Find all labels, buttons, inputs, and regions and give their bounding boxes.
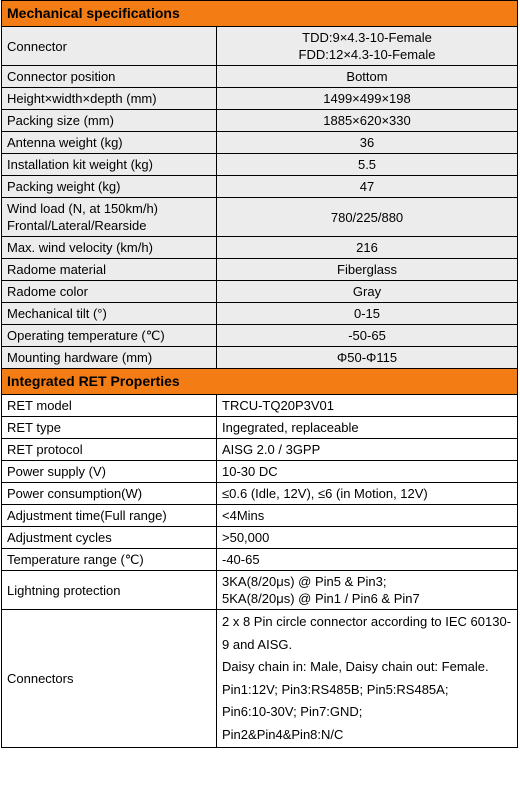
row-label: Power supply (V) <box>2 461 217 483</box>
table-row <box>2 395 518 417</box>
table-row <box>2 527 518 549</box>
row-value: -40-65 <box>217 549 518 571</box>
table-row <box>2 132 518 154</box>
row-label: Installation kit weight (kg) <box>2 154 217 176</box>
row-label: Mounting hardware (mm) <box>2 347 217 369</box>
table-row <box>2 347 518 369</box>
row-label: Max. wind velocity (km/h) <box>2 237 217 259</box>
section-title: Integrated RET Properties <box>2 369 518 395</box>
table-row <box>2 27 518 66</box>
row-value: Ingegrated, replaceable <box>217 417 518 439</box>
row-label: Antenna weight (kg) <box>2 132 217 154</box>
table-row <box>2 325 518 347</box>
row-label: Mechanical tilt (°) <box>2 303 217 325</box>
table-row <box>2 259 518 281</box>
row-label: RET type <box>2 417 217 439</box>
row-label: Height×width×depth (mm) <box>2 88 217 110</box>
table-row <box>2 281 518 303</box>
table-row <box>2 439 518 461</box>
row-label: Power consumption(W) <box>2 483 217 505</box>
section-header-mechanical <box>2 1 518 27</box>
row-value: 1885×620×330 <box>217 110 518 132</box>
row-value: 36 <box>217 132 518 154</box>
table-row <box>2 110 518 132</box>
row-label: Radome material <box>2 259 217 281</box>
table-row <box>2 461 518 483</box>
row-value: Gray <box>217 281 518 303</box>
row-label: Packing weight (kg) <box>2 176 217 198</box>
row-label: RET protocol <box>2 439 217 461</box>
section-title: Mechanical specifications <box>2 1 518 27</box>
row-label: Wind load (N, at 150km/h) Frontal/Lateral/Rearside <box>2 198 217 237</box>
row-value: TRCU-TQ20P3V01 <box>217 395 518 417</box>
row-label: RET model <box>2 395 217 417</box>
table-row <box>2 88 518 110</box>
table-row <box>2 417 518 439</box>
table-row <box>2 549 518 571</box>
row-label: Adjustment time(Full range) <box>2 505 217 527</box>
table-row <box>2 66 518 88</box>
row-label: Temperature range (℃) <box>2 549 217 571</box>
row-value: 1499×499×198 <box>217 88 518 110</box>
row-label: Operating temperature (℃) <box>2 325 217 347</box>
row-label: Radome color <box>2 281 217 303</box>
row-label: Adjustment cycles <box>2 527 217 549</box>
row-label: Packing size (mm) <box>2 110 217 132</box>
table-row <box>2 303 518 325</box>
row-value: <4Mins <box>217 505 518 527</box>
row-value: 2 x 8 Pin circle connector according to IEC 60130-9 and AISG. Daisy chain in: Male, Daisy chain out: Female. Pin1:12V; Pin3:RS485B; Pin5:RS485A; Pin6:10-30V; Pin7:GND; Pin2&Pin4&Pin8:N/C <box>217 610 518 748</box>
row-value: Bottom <box>217 66 518 88</box>
table-row <box>2 483 518 505</box>
row-value: Φ50-Φ115 <box>217 347 518 369</box>
row-value: 0-15 <box>217 303 518 325</box>
row-value: 5.5 <box>217 154 518 176</box>
row-value: 47 <box>217 176 518 198</box>
row-value: -50-65 <box>217 325 518 347</box>
spec-table <box>1 0 518 748</box>
table-row <box>2 237 518 259</box>
section-header-ret <box>2 369 518 395</box>
row-value: 216 <box>217 237 518 259</box>
row-label: Connector <box>2 27 217 66</box>
table-row <box>2 198 518 237</box>
table-row <box>2 610 518 748</box>
table-row <box>2 571 518 610</box>
row-value: 780/225/880 <box>217 198 518 237</box>
row-value: 10-30 DC <box>217 461 518 483</box>
row-label: Connectors <box>2 610 217 748</box>
row-label: Lightning protection <box>2 571 217 610</box>
row-label: Connector position <box>2 66 217 88</box>
row-value: Fiberglass <box>217 259 518 281</box>
row-value: AISG 2.0 / 3GPP <box>217 439 518 461</box>
row-value: TDD:9×4.3-10-Female FDD:12×4.3-10-Female <box>217 27 518 66</box>
row-value: >50,000 <box>217 527 518 549</box>
table-row <box>2 505 518 527</box>
table-row <box>2 154 518 176</box>
table-row <box>2 176 518 198</box>
row-value: ≤0.6 (Idle, 12V), ≤6 (in Motion, 12V) <box>217 483 518 505</box>
row-value: 3KA(8/20μs) @ Pin5 & Pin3; 5KA(8/20μs) @ Pin1 / Pin6 & Pin7 <box>217 571 518 610</box>
